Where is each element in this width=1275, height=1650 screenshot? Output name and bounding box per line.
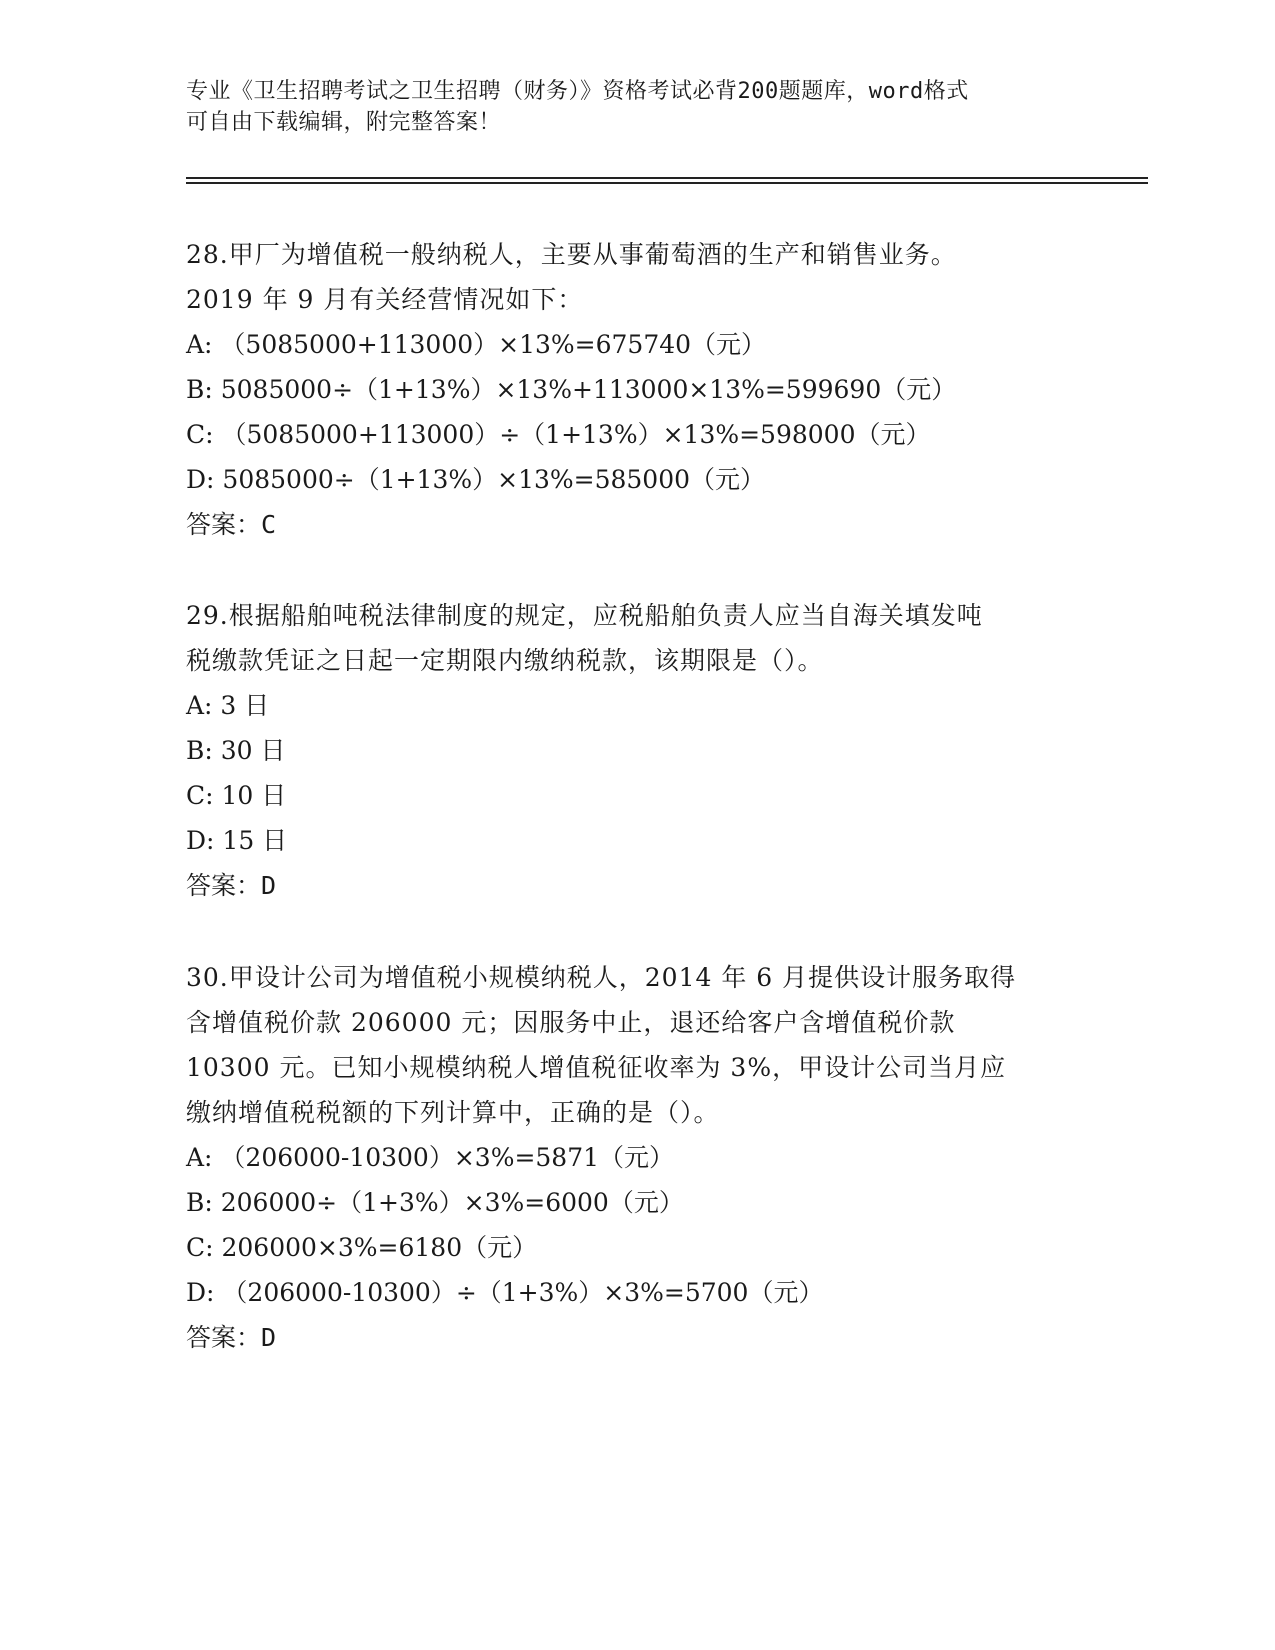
option-a: A: （206000-10300）×3%=5871（元） — [186, 1143, 675, 1172]
option-b: B: 30 日 — [186, 736, 286, 765]
question-text-line: 29.根据船舶吨税法律制度的规定，应税船舶负责人应当自海关填发吨 — [186, 601, 983, 630]
answer-label: 答案：C — [186, 510, 277, 539]
option-c: C: 206000×3%=6180（元） — [186, 1233, 538, 1262]
option-c: C: 10 日 — [186, 781, 287, 810]
option-b: B: 206000÷（1+3%）×3%=6000（元） — [186, 1188, 684, 1217]
document-header — [186, 76, 1066, 138]
option-c: C: （5085000+113000）÷（1+13%）×13%=598000（元） — [186, 420, 931, 449]
header-line-2: 可自由下载编辑，附完整答案！ — [186, 110, 502, 135]
question-text-line: 30.甲设计公司为增值税小规模纳税人，2014 年 6 月提供设计服务取得 — [186, 963, 1017, 992]
header-divider-top — [186, 177, 1148, 179]
question-text-line: 缴纳增值税税额的下列计算中，正确的是（）。 — [186, 1098, 720, 1127]
question-29 — [186, 593, 1086, 908]
question-text-line: 2019 年 9 月有关经营情况如下： — [186, 285, 584, 314]
option-d: D: （206000-10300）÷（1+3%）×3%=5700（元） — [186, 1278, 824, 1307]
option-a: A: 3 日 — [186, 691, 270, 720]
question-text-line: 含增值税价款 206000 元；因服务中止，退还给客户含增值税价款 — [186, 1008, 956, 1037]
answer-label: 答案：D — [186, 871, 277, 900]
option-b: B: 5085000÷（1+13%）×13%+113000×13%=599690（元） — [186, 375, 957, 404]
question-28 — [186, 232, 1086, 547]
question-text-line: 28.甲厂为增值税一般纳税人，主要从事葡萄酒的生产和销售业务。 — [186, 240, 957, 269]
answer-label: 答案：D — [186, 1323, 277, 1352]
option-d: D: 15 日 — [186, 826, 288, 855]
option-a: A: （5085000+113000）×13%=675740（元） — [186, 330, 767, 359]
header-line-1: 专业《卫生招聘考试之卫生招聘（财务）》资格考试必背200题题库，word格式 — [186, 79, 969, 104]
question-30 — [186, 955, 1086, 1360]
option-d: D: 5085000÷（1+13%）×13%=585000（元） — [186, 465, 766, 494]
header-divider-bottom — [186, 182, 1148, 184]
question-text-line: 税缴款凭证之日起一定期限内缴纳税款，该期限是（）。 — [186, 646, 824, 675]
question-text-line: 10300 元。已知小规模纳税人增值税征收率为 3%，甲设计公司当月应 — [186, 1053, 1007, 1082]
